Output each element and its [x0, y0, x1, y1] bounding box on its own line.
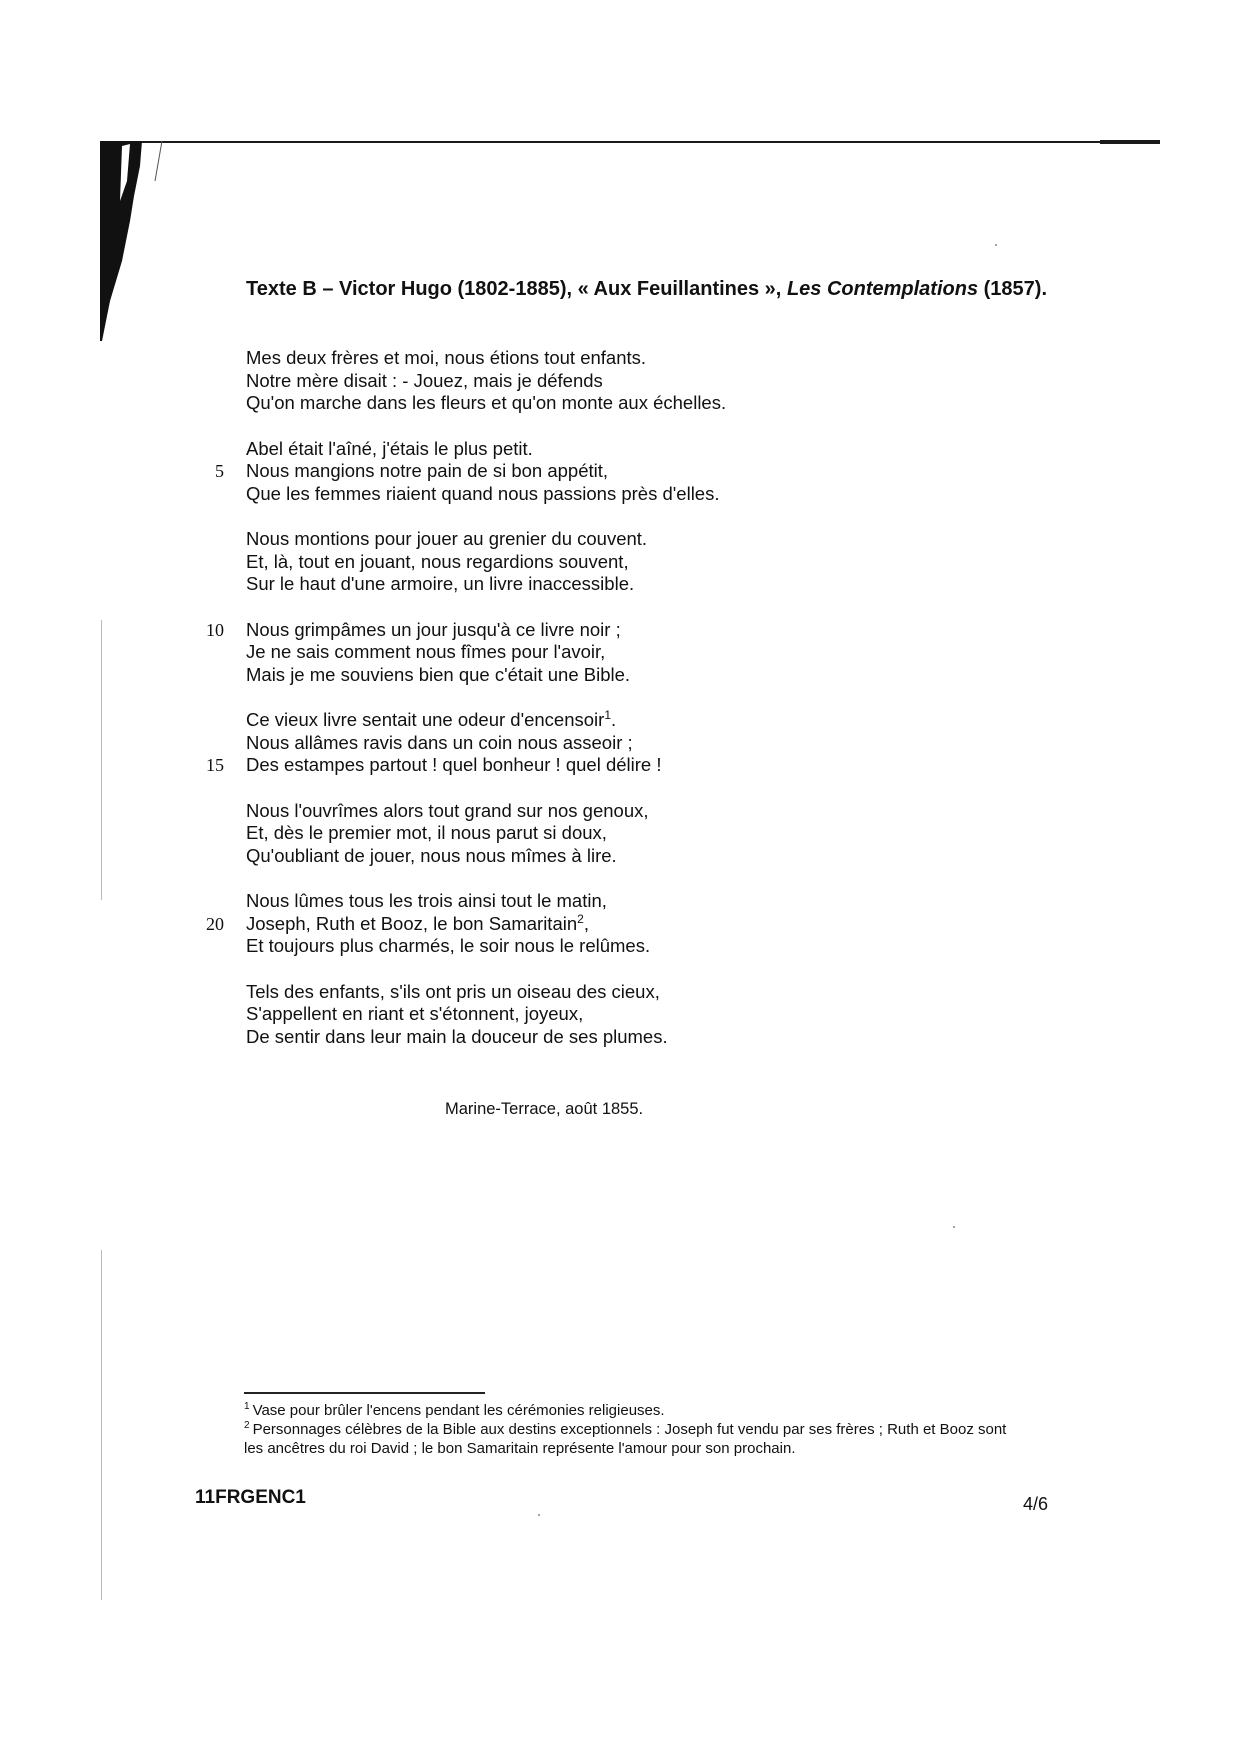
poem-line: Nous allâmes ravis dans un coin nous asseoir ;	[246, 731, 633, 753]
line-number: 5	[215, 461, 224, 481]
footnote-separator	[244, 1392, 485, 1394]
scan-top-border-thick	[1100, 140, 1160, 144]
scan-dust	[538, 1514, 540, 1516]
footnote	[244, 1401, 1024, 1420]
footnote-mark: 2	[244, 1420, 250, 1431]
poem-line: S'appellent en riant et s'étonnent, joyeux,	[246, 1003, 584, 1024]
stanza	[206, 618, 966, 687]
poem-line	[206, 618, 966, 642]
scan-dust	[953, 1226, 955, 1228]
stanza	[246, 347, 966, 415]
scan-margin-trace	[101, 620, 102, 900]
poem-line	[215, 460, 966, 483]
poem-line-text: Nous grimpâmes un jour jusqu'à ce livre noir ;	[246, 618, 621, 640]
poem-line: Je ne sais comment nous fîmes pour l'avoir,	[246, 641, 606, 662]
scan-dust	[995, 244, 997, 246]
poem-line: Tels des enfants, s'ils ont pris un oiseau des cieux,	[246, 980, 660, 1002]
poem-line: Notre mère disait : - Jouez, mais je défends	[246, 369, 603, 391]
poem-line: Nous lûmes tous les trois ainsi tout le matin,	[246, 890, 607, 911]
poem-line-text: Des estampes partout ! quel bonheur ! quel délire !	[246, 754, 662, 775]
poem-line: Qu'on marche dans les fleurs et qu'on monte aux échelles.	[246, 392, 727, 413]
poem-line: Nous montions pour jouer au grenier du couvent.	[246, 528, 648, 549]
scan-corner-shadow	[100, 141, 170, 341]
poem-line	[206, 754, 966, 777]
poem-line	[246, 709, 966, 732]
footnote-ref: 2	[577, 911, 584, 926]
poem-line	[206, 911, 966, 936]
poem-line: Et toujours plus charmés, le soir nous le relûmes.	[246, 935, 651, 956]
footnotes	[244, 1401, 1024, 1458]
line-number: 10	[206, 619, 224, 640]
poem	[206, 347, 966, 1071]
poem-line: De sentir dans leur main la douceur de ses plumes.	[246, 1025, 668, 1047]
page-number: 4/6	[1023, 1494, 1049, 1514]
stanza	[206, 707, 966, 777]
stanza	[246, 800, 966, 868]
poem-line: Mes deux frères et moi, nous étions tout enfants.	[246, 347, 647, 368]
poem-line: Que les femmes riaient quand nous passions près d'elles.	[246, 482, 720, 504]
poem-line-text: Joseph, Ruth et Booz, le bon Samaritain	[246, 912, 578, 934]
scan-top-border	[100, 141, 1160, 143]
scan-margin-trace	[101, 1250, 102, 1600]
footnote	[244, 1420, 1024, 1458]
footnote-ref: 1	[604, 707, 612, 722]
poem-line: Abel était l'aîné, j'étais le plus petit.	[246, 437, 533, 459]
exam-code: 11FRGENC1	[195, 1487, 306, 1508]
punctuation: ,	[583, 912, 589, 934]
poem-line: Mais je me souviens bien que c'était une Bible.	[246, 663, 631, 685]
stanza	[246, 981, 966, 1049]
poem-line: Et, là, tout en jouant, nous regardions souvent,	[246, 550, 629, 572]
punctuation: .	[611, 709, 617, 730]
poem-line-text: Nous mangions notre pain de si bon appétit,	[246, 460, 609, 481]
footnote-mark: 1	[244, 1401, 250, 1412]
poem-line-text: Ce vieux livre sentait une odeur d'encensoir	[246, 709, 605, 730]
stanza	[246, 528, 966, 596]
footnote-text: Personnages célèbres de la Bible aux destins exceptionnels : Joseph fut vendu par ses frères ; Ruth et Booz sont les ancêtres du roi David ; le bon Samaritain représente l'amour pour son prochain.	[244, 1421, 1007, 1457]
line-number: 20	[206, 913, 224, 934]
text-title-label: Texte B – Victor Hugo (1802-1885), « Aux Feuillantines »,	[246, 278, 782, 300]
poem-line: Qu'oubliant de jouer, nous nous mîmes à lire.	[246, 844, 617, 866]
poem-line: Sur le haut d'une armoire, un livre inaccessible.	[246, 573, 635, 594]
place-date-signature: Marine-Terrace, août 1855.	[445, 1100, 644, 1118]
footnote-text: Vase pour brûler l'encens pendant les cérémonies religieuses.	[252, 1402, 665, 1419]
line-number: 15	[206, 755, 224, 775]
stanza	[206, 890, 966, 958]
text-title	[246, 278, 1047, 301]
poem-line: Nous l'ouvrîmes alors tout grand sur nos genoux,	[246, 799, 649, 821]
book-title: Les Contemplations	[786, 278, 979, 300]
publication-year: (1857).	[983, 278, 1048, 300]
stanza	[215, 437, 966, 506]
poem-line: Et, dès le premier mot, il nous parut si doux,	[246, 822, 607, 843]
